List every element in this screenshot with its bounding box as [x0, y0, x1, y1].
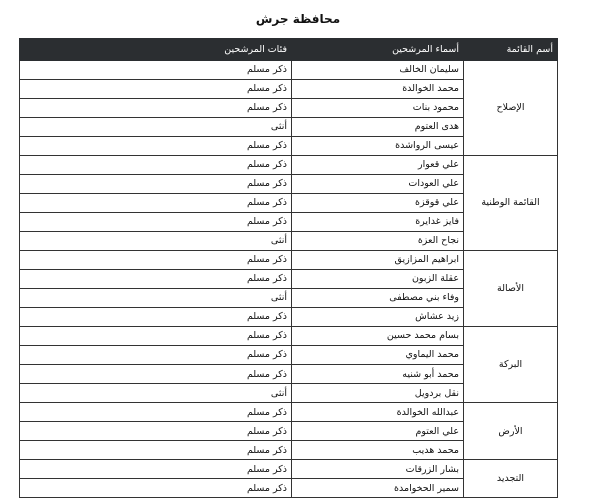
table-row — [20, 403, 558, 422]
candidate-category-cell: ذكر مسلم — [20, 61, 292, 80]
candidate-category-cell: ذكر مسلم — [20, 194, 292, 213]
table-body — [20, 61, 558, 498]
header-candidate-names: أسماء المرشحين — [292, 39, 464, 61]
candidate-category-cell: ذكر مسلم — [20, 270, 292, 289]
candidate-name-cell: زيد عشاش — [292, 308, 464, 327]
candidate-name-cell: علي قعوار — [292, 156, 464, 175]
list-name-cell: القائمة الوطنية — [464, 156, 558, 251]
candidate-category-cell: ذكر مسلم — [20, 365, 292, 384]
candidate-category-cell: ذكر مسلم — [20, 175, 292, 194]
candidate-category-cell: ذكر مسلم — [20, 422, 292, 441]
candidate-category-cell: ذكر مسلم — [20, 137, 292, 156]
candidate-name-cell: نقل بردويل — [292, 384, 464, 403]
candidate-name-cell: محمد هديب — [292, 441, 464, 460]
candidate-name-cell: عقلة الزبون — [292, 270, 464, 289]
list-name-cell: الأصالة — [464, 251, 558, 327]
candidate-category-cell: أنثى — [20, 232, 292, 251]
list-name-cell: الأرض — [464, 403, 558, 460]
table-row — [20, 460, 558, 479]
candidate-category-cell: ذكر مسلم — [20, 327, 292, 346]
list-name-cell: الإصلاح — [464, 61, 558, 156]
candidate-category-cell: أنثى — [20, 118, 292, 137]
list-name-cell: البركة — [464, 327, 558, 403]
candidate-category-cell: ذكر مسلم — [20, 460, 292, 479]
candidate-name-cell: محمد الخوالدة — [292, 80, 464, 99]
candidate-category-cell: ذكر مسلم — [20, 479, 292, 498]
candidate-name-cell: محمد أبو شنيه — [292, 365, 464, 384]
candidate-name-cell: علي العودات — [292, 175, 464, 194]
candidate-category-cell: ذكر مسلم — [20, 441, 292, 460]
table-row — [20, 61, 558, 80]
candidate-category-cell: أنثى — [20, 384, 292, 403]
candidate-name-cell: هدى العتوم — [292, 118, 464, 137]
table-row — [20, 251, 558, 270]
table-row — [20, 327, 558, 346]
table-header-row — [20, 39, 558, 61]
table-row — [20, 156, 558, 175]
candidate-name-cell: علي قوقزة — [292, 194, 464, 213]
candidate-name-cell: عبدالله الخوالدة — [292, 403, 464, 422]
candidate-category-cell: ذكر مسلم — [20, 251, 292, 270]
candidate-category-cell: ذكر مسلم — [20, 80, 292, 99]
header-candidate-categories: فئات المرشحين — [20, 39, 292, 61]
candidate-name-cell: وفاء بني مصطفى — [292, 289, 464, 308]
candidate-name-cell: محمد اليماوي — [292, 346, 464, 365]
candidate-name-cell: فايز غدايرة — [292, 213, 464, 232]
candidate-category-cell: ذكر مسلم — [20, 156, 292, 175]
candidate-name-cell: سمير الحخوامدة — [292, 479, 464, 498]
candidate-name-cell: علي العتوم — [292, 422, 464, 441]
candidate-name-cell: نجاح العزة — [292, 232, 464, 251]
candidate-category-cell: ذكر مسلم — [20, 403, 292, 422]
page-title: محافظة جرش — [255, 12, 341, 26]
candidate-category-cell: ذكر مسلم — [20, 308, 292, 327]
candidate-name-cell: محمود بنات — [292, 99, 464, 118]
header-list-name: أسم القائمة — [464, 39, 558, 61]
candidate-category-cell: ذكر مسلم — [20, 213, 292, 232]
candidate-name-cell: بسام محمد حسين — [292, 327, 464, 346]
candidate-name-cell: بشار الزرقات — [292, 460, 464, 479]
candidate-category-cell: أنثى — [20, 289, 292, 308]
candidate-name-cell: عيسى الرواشدة — [292, 137, 464, 156]
candidates-table — [19, 38, 558, 498]
candidate-name-cell: سليمان الخالف — [292, 61, 464, 80]
candidate-name-cell: ابراهيم المزازيق — [292, 251, 464, 270]
candidate-category-cell: ذكر مسلم — [20, 346, 292, 365]
candidate-category-cell: ذكر مسلم — [20, 99, 292, 118]
list-name-cell: التجديد — [464, 460, 558, 498]
